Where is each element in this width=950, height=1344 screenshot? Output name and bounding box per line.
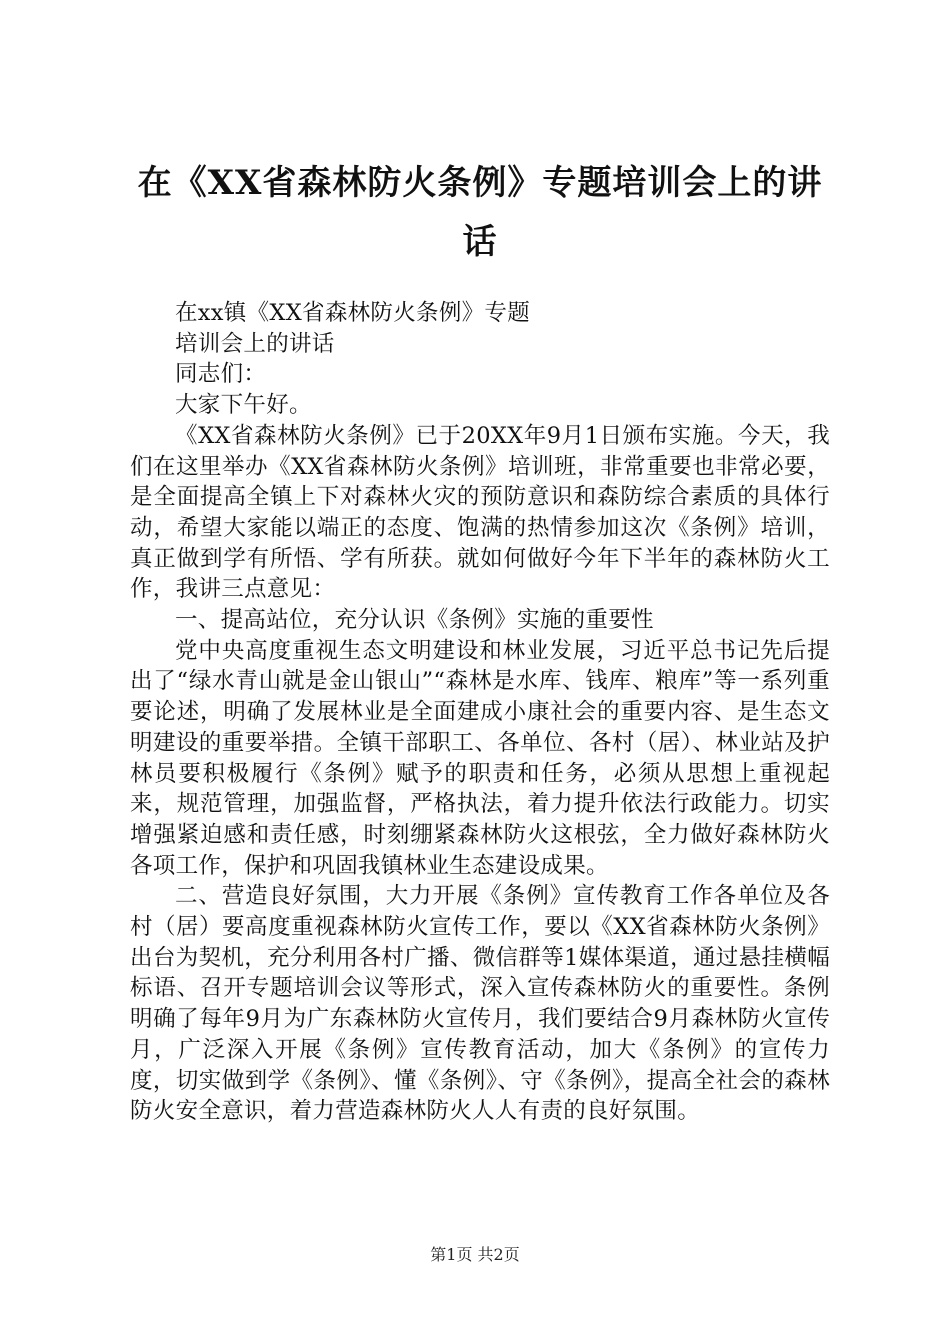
document-body — [130, 298, 830, 1127]
section-heading-1: 一、提高站位，充分认识《条例》实施的重要性 — [175, 607, 654, 634]
paragraph-salutation: 同志们： — [175, 361, 267, 388]
document-title-line2: 话 — [462, 222, 498, 262]
paragraph-section-1: 党中央高度重视生态文明建设和林业发展，习近平总书记先后提出了“绿水青山就是金山银山”“森林是水库、钱库、粮库”等一系列重要论述，明确了发展林业是全面建成小康社会的重要内容、是生态文明建设的重要举措。全镇干部职工、各单位、各村（居）、林业站及护林员要积极履行《条例》赋予的职责和任务，必须从思想上重视起来，规范管理，加强监督，严格执法，着力提升依法行政能力。切实增强紧迫感和责任感，时刻绷紧森林防火这根弦，全力做好森林防火各项工作，保护和巩固我镇林业生态建设成果。 — [130, 637, 830, 879]
paragraph-intro: 《XX省森林防火条例》已于20XX年9月1日颁布实施。今天，我们在这里举办《XX省森林防火条例》培训班，非常重要也非常必要，是全面提高全镇上下对森林火灾的预防意识和森防综合素质的具体行动，希望大家能以端正的态度、饱满的热情参加这次《条例》培训，真正做到学有所悟、学有所获。就如何做好今年下半年的森林防火工作，我讲三点意见： — [130, 422, 830, 603]
paragraph-subtitle-1: 在xx镇《XX省森林防火条例》专题 — [175, 300, 531, 326]
paragraph-greeting: 大家下午好。 — [175, 392, 312, 419]
page-number-footer: 第1页 共2页 — [430, 1245, 520, 1264]
document-title-line1: 在《XX省森林防火条例》专题培训会上的讲 — [137, 163, 823, 203]
paragraph-section-2: 二、营造良好氛围，大力开展《条例》宣传教育工作各单位及各村（居）要高度重视森林防火宣传工作，要以《XX省森林防火条例》出台为契机，充分利用各村广播、微信群等1媒体渠道，通过悬挂横幅标语、召开专题培训会议等形式，深入宣传森林防火的重要性。条例明确了每年9月为广东森林防火宣传月，我们要结合9月森林防火宣传月，广泛深入开展《条例》宣传教育活动，加大《条例》的宣传力度，切实做到学《条例》、懂《条例》、守《条例》，提高全社会的森林防火安全意识，着力营造森林防火人人有责的良好氛围。 — [130, 883, 830, 1125]
paragraph-subtitle-2: 培训会上的讲话 — [175, 330, 335, 357]
